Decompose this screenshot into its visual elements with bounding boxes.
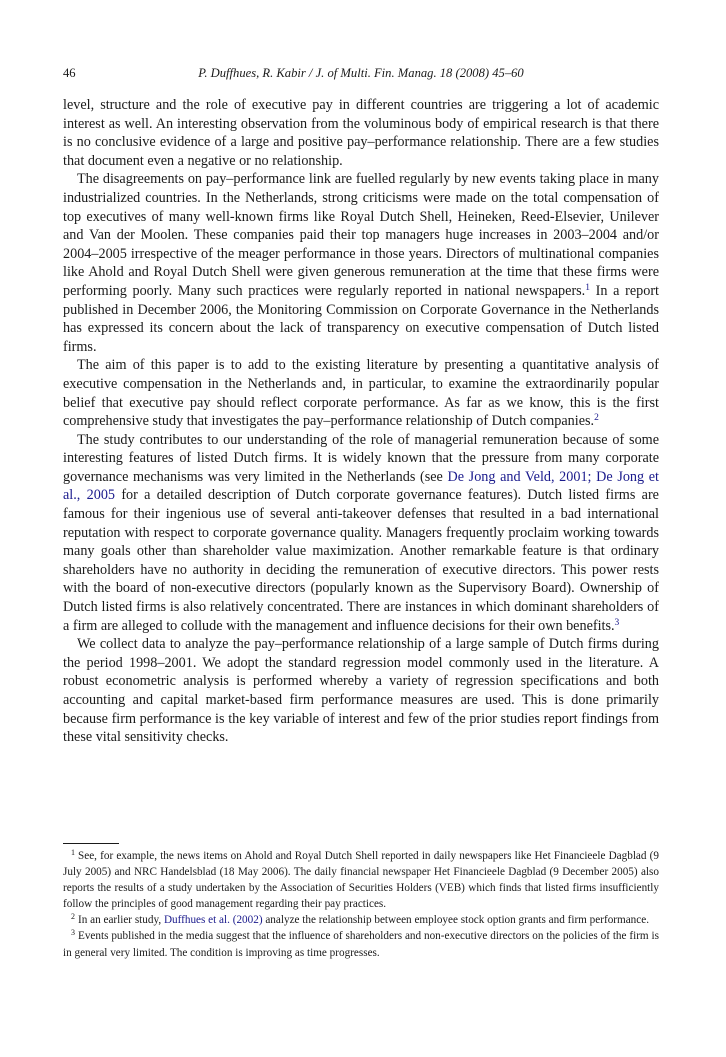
footnote-1 bbox=[63, 848, 659, 912]
paragraph-text: The study contributes to our understanding of the role of managerial remuneration because of some interesting features of listed Dutch firms. It is widely known that the pressure from many corporate governance mechanisms was very limited in the Netherlands (see bbox=[63, 431, 659, 485]
paragraph: level, structure and the role of executive pay in different countries are triggering a lot of academic interest as well. An interesting observation from the voluminous body of empirical research is that there is no conclusive evidence of a large and positive pay–performance relationship. There are a few studies that document even a negative or no relationship. bbox=[63, 97, 659, 169]
page-number: 46 bbox=[63, 66, 76, 80]
paragraph bbox=[63, 431, 659, 636]
paragraph-text: The disagreements on pay–performance link are fuelled regularly by new events taking place in many industrialized countries. In the Netherlands, strong criticisms were made on the total compensation of top executives of many well-known firms like Royal Dutch Shell, Heineken, Reed-Elsevier, Unilever and Van der Moolen. These companies paid their top managers huge increases in 2003–2004 and/or 2004–2005 irrespective of the meager performance in those years. Directors of multinational companies like Ahold and Royal Dutch Shell were given generous remuneration at the time that these firms were performing poorly. Many such practices were regularly reported in national newspapers. bbox=[63, 171, 659, 299]
paragraph-text: In a report published in December 2006, the Monitoring Commission on Corporate Governance in the Netherlands has expressed its concern about the lack of transparency on executive compensation of Dutch listed firms. bbox=[63, 282, 659, 355]
footnote-3 bbox=[63, 928, 659, 960]
footnote-ref[interactable]: 1 bbox=[585, 282, 590, 293]
footnote-text: See, for example, the news items on Ahold and Royal Dutch Shell reported in daily newspapers like Het Financieele Dagblad (9 July 2005) and NRC Handelsblad (18 May 2006). The daily financial newspaper Het Financieele Dagblad (9 December 2005) also reports the results of a study undertaken by the Association of Securities Holders (VEB) which finds that listed firms insufficiently follow the principles of good management regarding their pay practices. bbox=[63, 850, 659, 911]
footnotes bbox=[63, 848, 659, 961]
footnote-text: analyze the relationship between employee stock option grants and firm performance. bbox=[262, 914, 649, 927]
footnote-ref[interactable]: 2 bbox=[594, 413, 599, 424]
footnote-text: In an earlier study, bbox=[78, 914, 164, 927]
footnote-mark: 3 bbox=[71, 928, 75, 938]
footnote-mark: 2 bbox=[71, 912, 75, 922]
citation-link[interactable]: De Jong and Veld, 2001; De Jong et al., 2005 bbox=[63, 468, 659, 504]
paragraph: We collect data to analyze the pay–performance relationship of a large sample of Dutch firms during the period 1998–2001. We adopt the standard regression model commonly used in the literature. A robust econometric analysis is performed whereby a variety of regression specifications and both accounting and capital market-based firm performance measures are used. This is done primarily because firm performance is the key variable of interest and few of the prior studies report findings from these vital sensitivity checks. bbox=[63, 636, 659, 746]
citation-link[interactable]: Duffhues et al. (2002) bbox=[163, 914, 263, 927]
paragraph-text: for a detailed description of Dutch corporate governance features). Dutch listed firms are famous for their ingenious use of several anti-takeover defenses that resulted in a bad international reputation with respect to corporate governance quality. Managers frequently proclaim working towards many goals other than shareholder value maximization. Another remarkable feature is that ordinary shareholders have no authority in deciding the remuneration of executive directors. This power rests with the board of non-executive directors (popularly known as the Supervisory Board). Ownership of Dutch listed firms is also relatively concentrated. There are instances in which dominant shareholders of a firm are alleged to collude with the management and influence decisions for their own benefits. bbox=[63, 487, 659, 634]
footnote-ref[interactable]: 3 bbox=[614, 617, 620, 628]
footnote-mark: 1 bbox=[71, 848, 75, 857]
paragraph-text: The aim of this paper is to add to the existing literature by presenting a quantitative analysis of executive compensation in the Netherlands and, in particular, to examine the extraordinarily popular belief that executive pay should reflect corporate performance. As far as we know, this is the first comprehensive study that investigates the pay–performance relationship of Dutch companies. bbox=[63, 357, 659, 430]
running-head: P. Duffhues, R. Kabir / J. of Multi. Fin. Manag. 18 (2008) 45–60 bbox=[198, 66, 524, 80]
footnote-divider bbox=[63, 843, 119, 844]
footnote-text: Events published in the media suggest that the influence of shareholders and non-executive directors on the policies of the firm is in general very limited. The condition is improving as time progresses. bbox=[63, 930, 659, 959]
paragraph bbox=[63, 356, 659, 430]
footnote-2 bbox=[63, 912, 659, 928]
page-header bbox=[63, 66, 659, 86]
paragraph bbox=[63, 170, 659, 356]
body-text bbox=[63, 96, 659, 747]
